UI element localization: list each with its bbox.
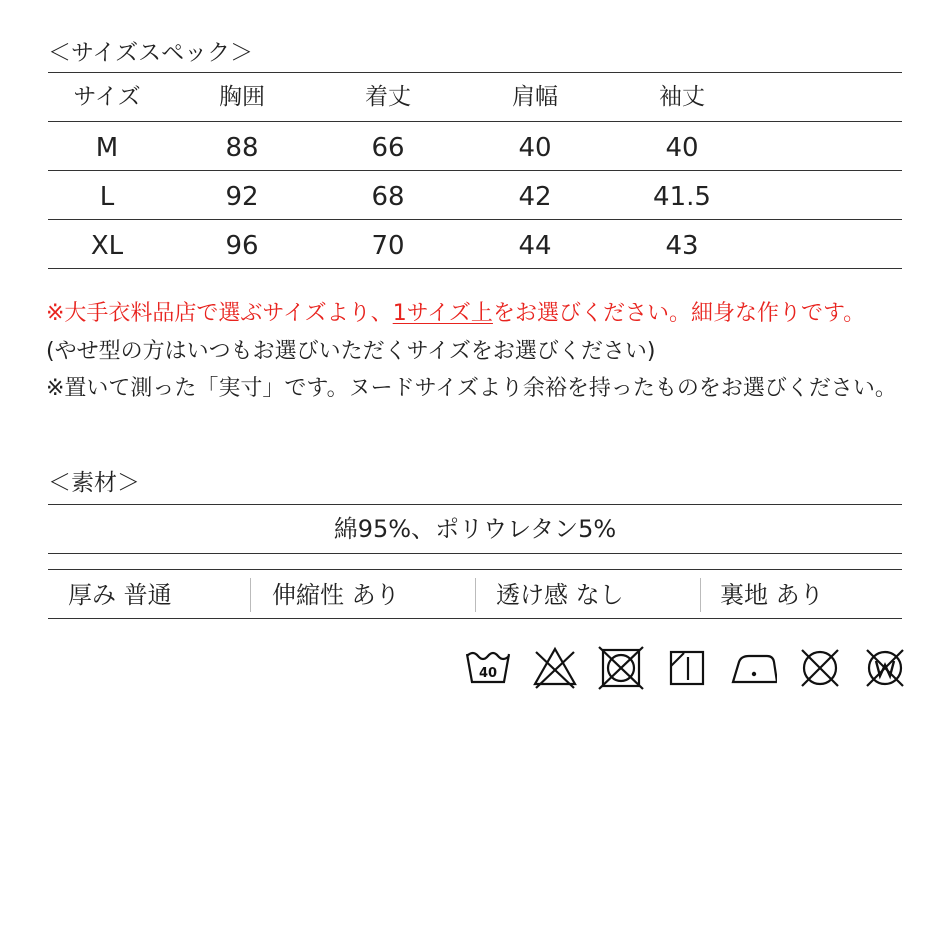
line-dry-shade-icon [664,646,710,690]
attr-stretch: 伸縮性 あり [272,581,400,609]
divider [48,553,902,554]
shoulder-value: 42 [518,182,552,212]
size-label: L [99,182,115,212]
header-size: サイズ [73,84,141,110]
note-underlined-text: 1サイズ上 [392,301,493,326]
header-shoulder: 肩幅 [512,84,558,110]
material-composition: 綿95%、ポリウレタン5% [333,515,617,543]
size-advice-note [46,296,865,327]
column-separator [475,578,476,612]
length-value: 68 [371,182,405,212]
no-wet-clean-icon [862,646,908,690]
note-red-text: をお選びください。細身な作りです。 [492,301,866,326]
length-value: 66 [371,133,405,163]
no-dry-clean-icon [797,646,843,690]
divider [48,569,902,570]
divider [48,170,902,171]
length-value: 70 [371,231,405,261]
no-bleach-icon [532,646,578,690]
header-chest: 胸囲 [219,84,265,110]
wash-40-icon [465,646,511,690]
divider [48,219,902,220]
iron-low-icon [731,646,777,690]
shoulder-value: 44 [518,231,552,261]
table-row [48,173,902,221]
divider [48,504,902,505]
chest-value: 92 [225,182,259,212]
divider [48,268,902,269]
sleeve-value: 41.5 [653,182,711,212]
size-table-header [48,73,902,121]
attr-thickness: 厚み 普通 [68,581,172,609]
material-title: ＜素材＞ [48,470,140,496]
divider [48,618,902,619]
attr-lining: 裏地 あり [720,581,824,609]
sleeve-value: 43 [665,231,699,261]
header-length: 着丈 [365,84,411,110]
chest-value: 96 [225,231,259,261]
column-separator [250,578,251,612]
table-row [48,124,902,172]
note-red-text: ※大手衣料品店で選ぶサイズより、 [46,301,393,326]
size-spec-title: ＜サイズスペック＞ [48,40,254,66]
header-sleeve: 袖丈 [659,84,705,110]
column-separator [700,578,701,612]
shoulder-value: 40 [518,133,552,163]
sleeve-value: 40 [665,133,699,163]
wash-temperature: 40 [478,666,498,681]
measurement-note: ※置いて測った「実寸」です。ヌードサイズより余裕を持ったものをお選びください。 [46,376,897,401]
attr-sheerness: 透け感 なし [496,581,624,609]
size-label: XL [90,231,124,261]
slim-note: (やせ型の方はいつもお選びいただくサイズをお選びください) [46,339,656,364]
no-tumble-dry-icon [598,646,644,690]
chest-value: 88 [225,133,259,163]
table-row [48,222,902,270]
size-label: M [95,133,119,163]
divider [48,121,902,122]
